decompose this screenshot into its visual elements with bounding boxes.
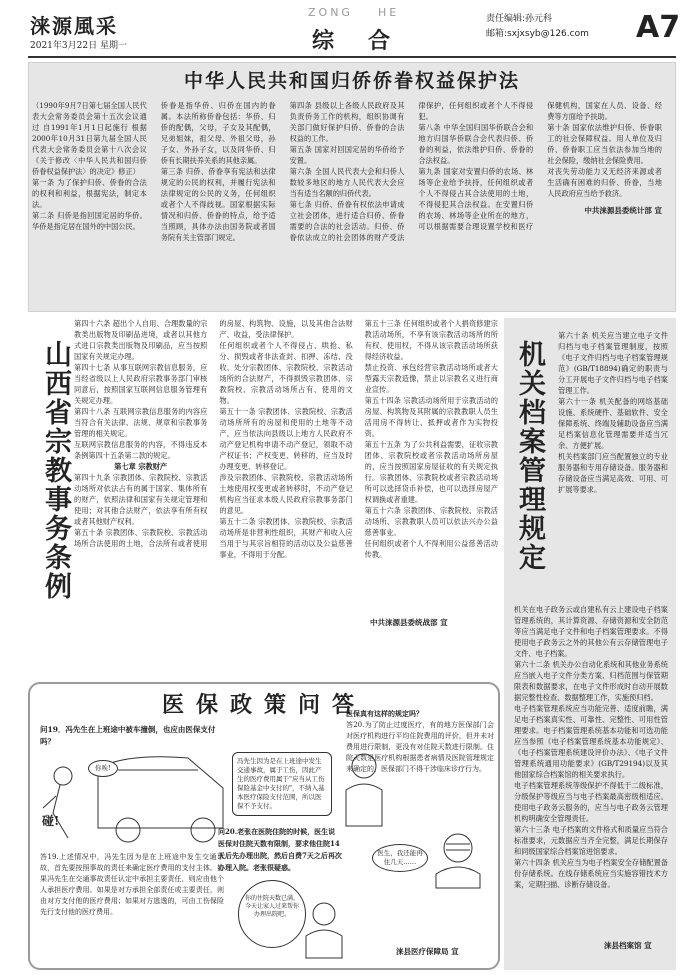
law-paragraph: （1990年9月7日第七届全国人民代表大会常务委员会第十五次会议通过 自1991年1月1日起施行 根据2000年10月31日第九届全国人民代表大会常务委员会第十八次会议《关于修改〈中华人民共和国归侨侨眷权益保护法〉的决定》修正）: [32, 101, 147, 176]
archives-credit: 涞县档案馆 宣: [604, 941, 652, 950]
religion-body: [74, 318, 498, 618]
law-credit: 中共涞源县委统计部 宣: [584, 206, 662, 215]
religion-paragraph: 第四十七条 从事互联网宗教信息服务，应当经省级以上人民政府宗教事务部门审核同意后，按照国家互联网信息服务管理有关规定办理。: [74, 363, 208, 405]
religion-paragraph: 涉及宗教团体、宗教院校、宗教活动场所土地使用权变更或者转移时，不动产登记机构应当征求本级人民政府宗教事务部门的意见。: [219, 473, 353, 515]
religion-paragraph: 第四十六条 超出个人自用、合理数量的宗教类出版物及印刷品进境，或者以其他方式进口宗教类出版物及印刷品，应当按照国家有关规定办理。: [74, 319, 208, 361]
religion-credit: 中共涞源县委统战部 宣: [370, 618, 448, 627]
section-pinyin-2: HE: [378, 6, 400, 19]
law-paragraph: 第六条 全国人民代表大会和归侨人数较多地区的地方人民代表大会应当有适当名额的归侨代表。: [289, 167, 405, 198]
side-question-20: 医保真有这样的规定吗？: [346, 709, 423, 718]
archives-title: 机关档案管理规定: [514, 340, 545, 572]
religion-paragraph: 第五十一条 宗教团体、宗教院校、宗教活动场所所有的房屋和使用的土地等不动产，应当依法向县级以上地方人民政府不动产登记机构申请不动产登记，领取不动产权证书；产权变更、转移的，应当及时办理变更、转移登记。: [219, 407, 353, 471]
law-paragraph: 第二条 归侨是指回国定居的华侨。华侨是指定居在国外的中国公民。: [32, 211, 147, 231]
religion-paragraph: 第五十四条 宗教活动场所用于宗教活动的房屋、构筑物及其附属的宗教教职人员生活用房不得转让、抵押或者作为实物投资。: [364, 396, 498, 438]
crash-sound: 碰!: [42, 814, 60, 828]
section-title: 综合: [312, 28, 425, 54]
editor-info: [486, 12, 589, 42]
law-paragraph: 第一条 为了保护归侨、侨眷的合法的权利和利益，根据宪法，制定本法。: [32, 178, 147, 209]
answer-20: 答20.为了防止过度医疗，有的地方医保部门会对医疗机构进行平均住院费用的评价，但并未对费用进行限制，更没有对住院天数进行限制。住院天数是医疗机构根据患者病情及医院管理规定来确定的，医保部门不得干涉临床诊疗行为。: [346, 721, 494, 773]
archives-paragraph: 第六十四条 机关应当为电子档案安全存储配置备份存储系统。在线存储系统应当实施容错技术方案，定期扫描、诊断存储设备。: [514, 858, 668, 889]
law-paragraph: 对丧失劳动能力又无经济来源或者生活确有困难的归侨、侨眷，当地人民政府应当给予救济。: [547, 167, 662, 198]
law-paragraph: 第九条 国家对安置归侨的农场、林场等企业给予扶持，任何组织或者个人不得侵占其合法使用的土地，不得侵犯其合法权益。在安置归侨的农场、林场等企业所在的地方，可以根据需要合理设置学校和医疗保健机构，国家在人员、设备、经费等方面给予扶助。: [418, 101, 662, 231]
religion-paragraph: 互联网宗教信息服务的内容，不得违反本条例第四十五条第二款的规定。: [74, 440, 208, 460]
explanation-bubble-19: 冯先生因为是在上班途中发生交通事故，属于工伤，因此产生的医疗费用属于"应当从工伤保险基金中支付的"，不纳入基本医疗保险支付范围，所以医保不予支付。: [232, 752, 332, 816]
religion-paragraph: 第五十六条 宗教团体、宗教院校、宗教活动场所、宗教教职人员可以依法兴办公益慈善事业。: [364, 506, 498, 537]
law-paragraph: 侨眷是指华侨、归侨在国内的眷属。本法所称侨眷包括：华侨、归侨的配偶，父母，子女及其配偶，兄弟姐妹，祖父母、外祖父母，孙子女、外孙子女，以及同华侨、归侨有长期扶养关系的其他亲属。: [160, 101, 276, 165]
page-header: [0, 0, 700, 56]
editor-name: 责任编辑:孙元科: [486, 14, 553, 24]
archives-paragraph: 第六十条 机关应当建立电子文件归档与电子档案管理制度，按照《电子文件归档与电子档案管理规范》(GB/T18894)确定的职责与分工开展电子文件归档与电子档案管理工作。: [558, 331, 668, 395]
question-20: 问20.老张在医院住院的时候，医生说医保对住院天数有限制，要求他住院14天后先办理出院，然后自费7天之后再次办理入院。老张很疑惑。: [218, 827, 342, 872]
archives-body-wide: [514, 604, 668, 890]
religion-paragraph: 第四十九条 宗教团体、宗教院校、宗教活动场所对依法占有的属于国家、集体所有的财产，依照法律和国家有关规定管理和使用；对其他合法财产，依法享有所有权或者其他财产权利。: [74, 473, 208, 526]
editor-email: 邮箱:sxjxsyb@126.com: [486, 29, 589, 39]
archives-paragraph: 电子档案管理系统应当功能完善、适度前瞻，满足电子档案真实性、可靠性、完整性、可用性管理要求。电子档案管理系统基本功能和可选功能应当参照《电子档案管理系统基本功能规定》、《电子档案管理系统建设评价办法》、《电子文件管理系统通用功能要求》(GB/T29194)以及其他国家综合档案馆的相关要求执行。: [514, 704, 668, 779]
archives-paragraph: 第六十一条 机关配备的网络基础设施、系统硬件、基础软件、安全保障系统、终端及辅助设备应当满足档案信息化管理需要并适当冗余、方便扩展。: [558, 397, 668, 450]
law-paragraph: 第八条 中华全国归国华侨联合会和地方归国华侨联合会代表归侨、侨眷的利益，依法维护归侨、侨眷的合法权益。: [418, 123, 534, 165]
law-paragraph: 第七条 归侨、侨眷有权依法申请成立社会团体，进行适合归侨、侨眷需要的合法的社会活动。归侨、侨眷依法成立的社会团体的财产受法律保护，任何组织或者个人不得侵犯。: [289, 101, 534, 242]
patient-illustration: [428, 830, 490, 890]
medical-title: 医保政策问答: [161, 692, 366, 718]
law-paragraph: 第三条 归侨、侨眷享有宪法和法律规定的公民的权利，并履行宪法和法律规定的公民的义务，任何组织或者个人不得歧视。国家根据实际情况和归侨、侨眷的特点，给予适当照顾，具体办法由国务院或者国务院有关主管部门规定。: [160, 167, 276, 242]
driver-shout: 你唉!: [88, 760, 118, 777]
archives-paragraph: 电子档案管理系统等级保护不得低于二级标准，分级保护等级应当与电子档案最高密级相适应。使用电子政务云服务的，应当与电子政务云管理机构明确安全管理责任。: [514, 781, 668, 823]
car-accident-illustration: [38, 748, 228, 848]
archives-body-narrow: [558, 330, 668, 495]
doctor-speech: 你的住院天数已满，今天让家人过来帮你办理出院吧。: [238, 880, 306, 948]
archives-paragraph: 第六十三条 电子档案的文件格式和质量应当符合标准要求，元数据应当齐全完整，满足长期保存和同级国家综合档案馆进馆要求。: [514, 825, 668, 856]
archives-paragraph: 机关档案部门应当配置独立的专业服务器和专用存储设备。服务器和存储设备应当满足高效、可用、可扩展等要求。: [558, 452, 668, 494]
question-19: 问19．冯先生在上班途中被车撞倒，也应由医保支付吗？: [40, 725, 216, 746]
law-paragraph: 第五条 国家对回国定居的华侨给予安置。: [289, 145, 405, 165]
religion-paragraph: 任何组织或者个人不得利用公益慈善活动传教。: [364, 539, 498, 559]
medical-credit: 涞县医疗保障局 宣: [396, 947, 459, 956]
newspaper-brand: 涞源風采: [30, 14, 118, 38]
header-rule: [28, 56, 676, 58]
religion-paragraph: 任何组织或者个人不得侵占、哄抢、私分、损毁或者非法查封、扣押、冻结、没收、处分宗教团体、宗教院校、宗教活动场所的合法财产，不得损毁宗教团体、宗教院校、宗教活动场所占有、使用的文物。: [219, 341, 353, 405]
patient-speech: 医生，我还能再住几天……: [372, 844, 428, 872]
religion-paragraph: 禁止投资、承包经营宗教活动场所或者大型露天宗教造像，禁止以宗教名义进行商业宣传。: [364, 363, 498, 394]
law-title: 中华人民共和国归侨侨眷权益保护法: [183, 70, 520, 92]
archives-paragraph: 第六十二条 机关办公自动化系统和其他业务系统应当嵌入电子文件分类方案、归档范围与保管期限表和数据要求，在电子文件形成时自动开展数据完整性检查、数据整理工作，实施预归档。: [514, 660, 668, 702]
religion-paragraph: 第五十二条 宗教团体、宗教院校、宗教活动场所是非营利性组织，其财产和收入应当用于与其宗旨相符的活动以及公益慈善事业，不得用于分配。: [219, 517, 353, 559]
religion-paragraph: 第五十五条 为了公共利益需要，征收宗教团体、宗教院校或者宗教活动场所房屋的，应当按照国家房屋征收的有关规定执行。宗教团体、宗教院校或者宗教活动场所可以选择货币补偿，也可以选择房屋产权调换或者重建。: [364, 440, 498, 504]
religion-chapter-heading: 第七章 宗教财产: [114, 462, 168, 471]
page-number: A7: [636, 10, 681, 45]
archives-paragraph: 机关在电子政务云或自建私有云上建设电子档案管理系统的，其计算资源、存储资源和安全防范等应当满足电子文件和电子档案管理要求。不得使用电子政务云之外的其他公有云存储管理电子文件、电子档案。: [514, 605, 668, 658]
religion-paragraph: 第五十条 宗教团体、宗教院校、宗教活动场所合法使用的土地，合法所有或者使用的房屋、构筑物、设施，以及其他合法财产、收益，受法律保护。: [74, 319, 353, 548]
law-body: [32, 100, 662, 300]
doctor-illustration: [300, 900, 348, 960]
law-paragraph: 第四条 县级以上各级人民政府及其负责侨务工作的机构，组织协调有关部门做好保护归侨、侨眷的合法权益的工作。: [289, 101, 405, 143]
answer-20-part-1: [346, 720, 494, 775]
religion-title: 山西省宗教事务条例: [40, 340, 71, 601]
issue-date: 2021年3月22日 星期一: [30, 41, 127, 51]
religion-paragraph: 第五十三条 任何组织或者个人捐资修建宗教活动场所，不享有该宗教活动场所的所有权、使用权，不得从该宗教活动场所获得经济收益。: [364, 319, 498, 361]
religion-paragraph: 第四十八条 互联网宗教信息服务的内容应当符合有关法律、法规、规章和宗教事务管理的相关规定。: [74, 407, 208, 438]
section-pinyin-1: ZONG: [308, 6, 353, 19]
answer-19: 答19.上述情况中，冯先生因为是在上班途中发生交通事故，首先要按照事故的责任来确定医疗费用的支付主体。如果冯先生在交通事故责任认定中承担主要责任，则应由他个人承担医疗费用。如果是对方承担全部责任或主要责任，则由对方支付他的医疗费用；如果对方逃逸的，可由工伤保险先行支付他的医疗费用。: [40, 853, 224, 916]
law-paragraph: 第十条 国家依法维护归侨、侨眷职工的社会保障权益。用人单位及归侨、侨眷职工应当依法参加当地的社会保险，缴纳社会保险费用。: [547, 123, 662, 165]
